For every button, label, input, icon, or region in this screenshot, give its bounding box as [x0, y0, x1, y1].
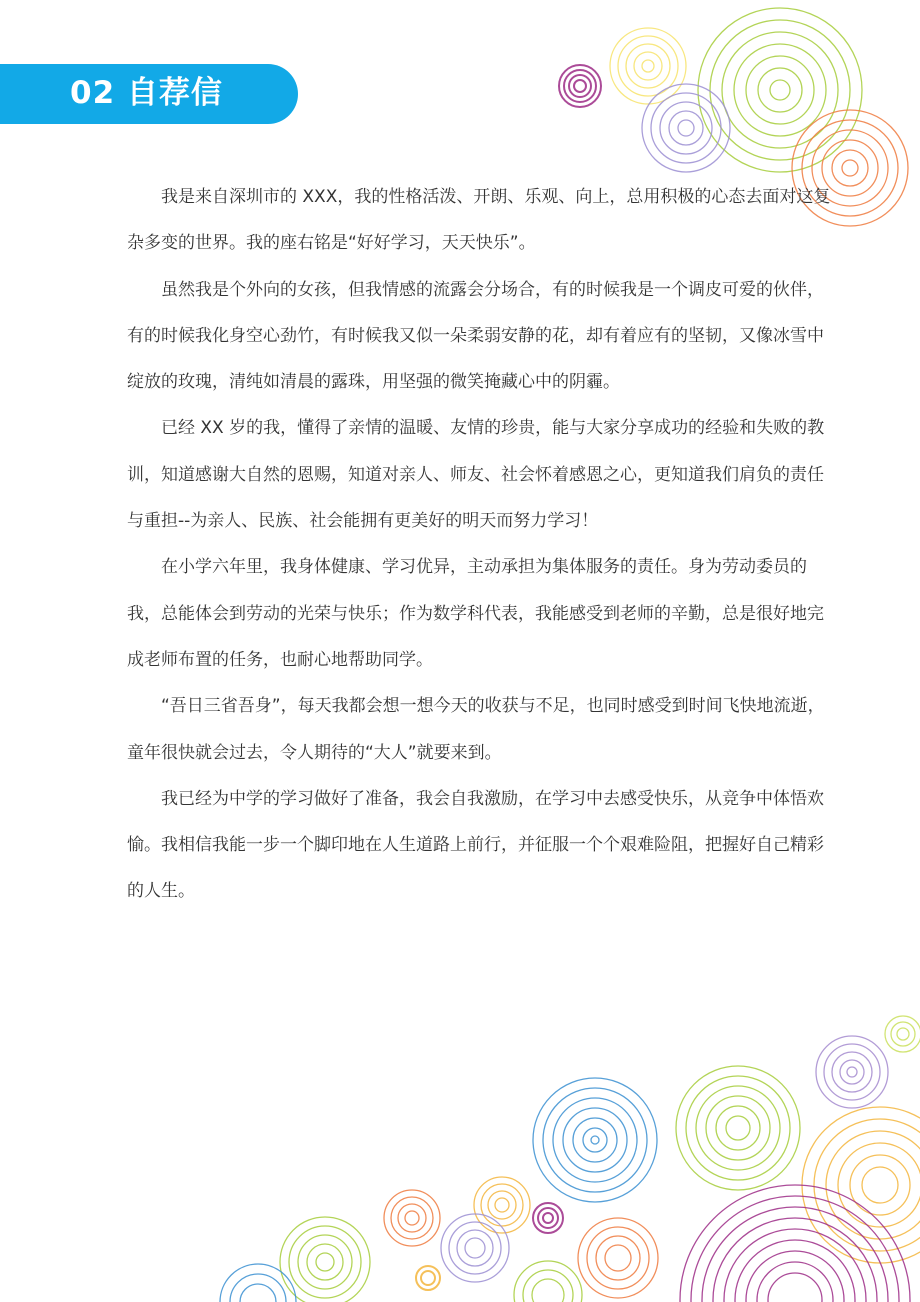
circle-decoration [533, 1078, 657, 1202]
letter-body [127, 174, 835, 915]
letter-paragraph: 已经 XX 岁的我，懂得了亲情的温暖、友情的珍贵，能与大家分享成功的经验和失败的教训，知道感谢大自然的恩赐，知道对亲人、师友、社会怀着感恩之心，更知道我们肩负的责任与重担--为亲人、民族、社会能拥有更美好的明天而努力学习！ [127, 418, 825, 532]
section-title: 02 自荐信 [70, 75, 223, 111]
circle-decoration [816, 1036, 888, 1108]
circle-decoration [533, 1203, 563, 1233]
circle-decoration [220, 1264, 296, 1302]
circle-decoration [441, 1214, 509, 1282]
circle-decoration [676, 1066, 800, 1190]
letter-paragraph: “吾日三省吾身”，每天我都会想一想今天的收获与不足，也同时感受到时间飞快地流逝，童年很快就会过去，令人期待的“大人”就要来到。 [127, 696, 825, 763]
letter-paragraph: 我已经为中学的学习做好了准备，我会自我激励，在学习中去感受快乐，从竞争中体悟欢愉。我相信我能一步一个脚印地在人生道路上前行，并征服一个个艰难险阻，把握好自己精彩的人生。 [127, 788, 824, 902]
letter-paragraph: 我是来自深圳市的 XXX，我的性格活泼、开朗、乐观、向上，总用积极的心态去面对这复杂多变的世界。我的座右铭是“好好学习，天天快乐”。 [127, 187, 831, 254]
circle-decoration [514, 1261, 582, 1302]
circle-decoration [698, 8, 862, 172]
letter-paragraph: 在小学六年里，我身体健康、学习优异，主动承担为集体服务的责任。身为劳动委员的我，总能体会到劳动的光荣与快乐；作为数学科代表，我能感受到老师的辛勤，总是很好地完成老师布置的任务，也耐心地帮助同学。 [127, 557, 824, 670]
circle-decoration [610, 28, 686, 104]
circle-decoration [578, 1218, 658, 1298]
circle-decoration [642, 84, 730, 172]
circle-decoration [885, 1016, 920, 1052]
circle-decoration [280, 1217, 370, 1302]
circle-decoration [680, 1185, 910, 1302]
circle-decoration [384, 1190, 440, 1246]
circle-decoration [416, 1266, 440, 1290]
circle-decoration [559, 65, 601, 107]
letter-paragraph: 虽然我是个外向的女孩，但我情感的流露会分场合，有的时候我是一个调皮可爱的伙伴，有的时候我化身空心劲竹，有时候我又似一朵柔弱安静的花，却有着应有的坚韧，又像冰雪中绽放的玫瑰，清纯如清晨的露珠，用坚强的微笑掩藏心中的阴霾。 [127, 279, 824, 393]
circle-decoration [802, 1107, 920, 1263]
circle-decoration [474, 1177, 530, 1233]
